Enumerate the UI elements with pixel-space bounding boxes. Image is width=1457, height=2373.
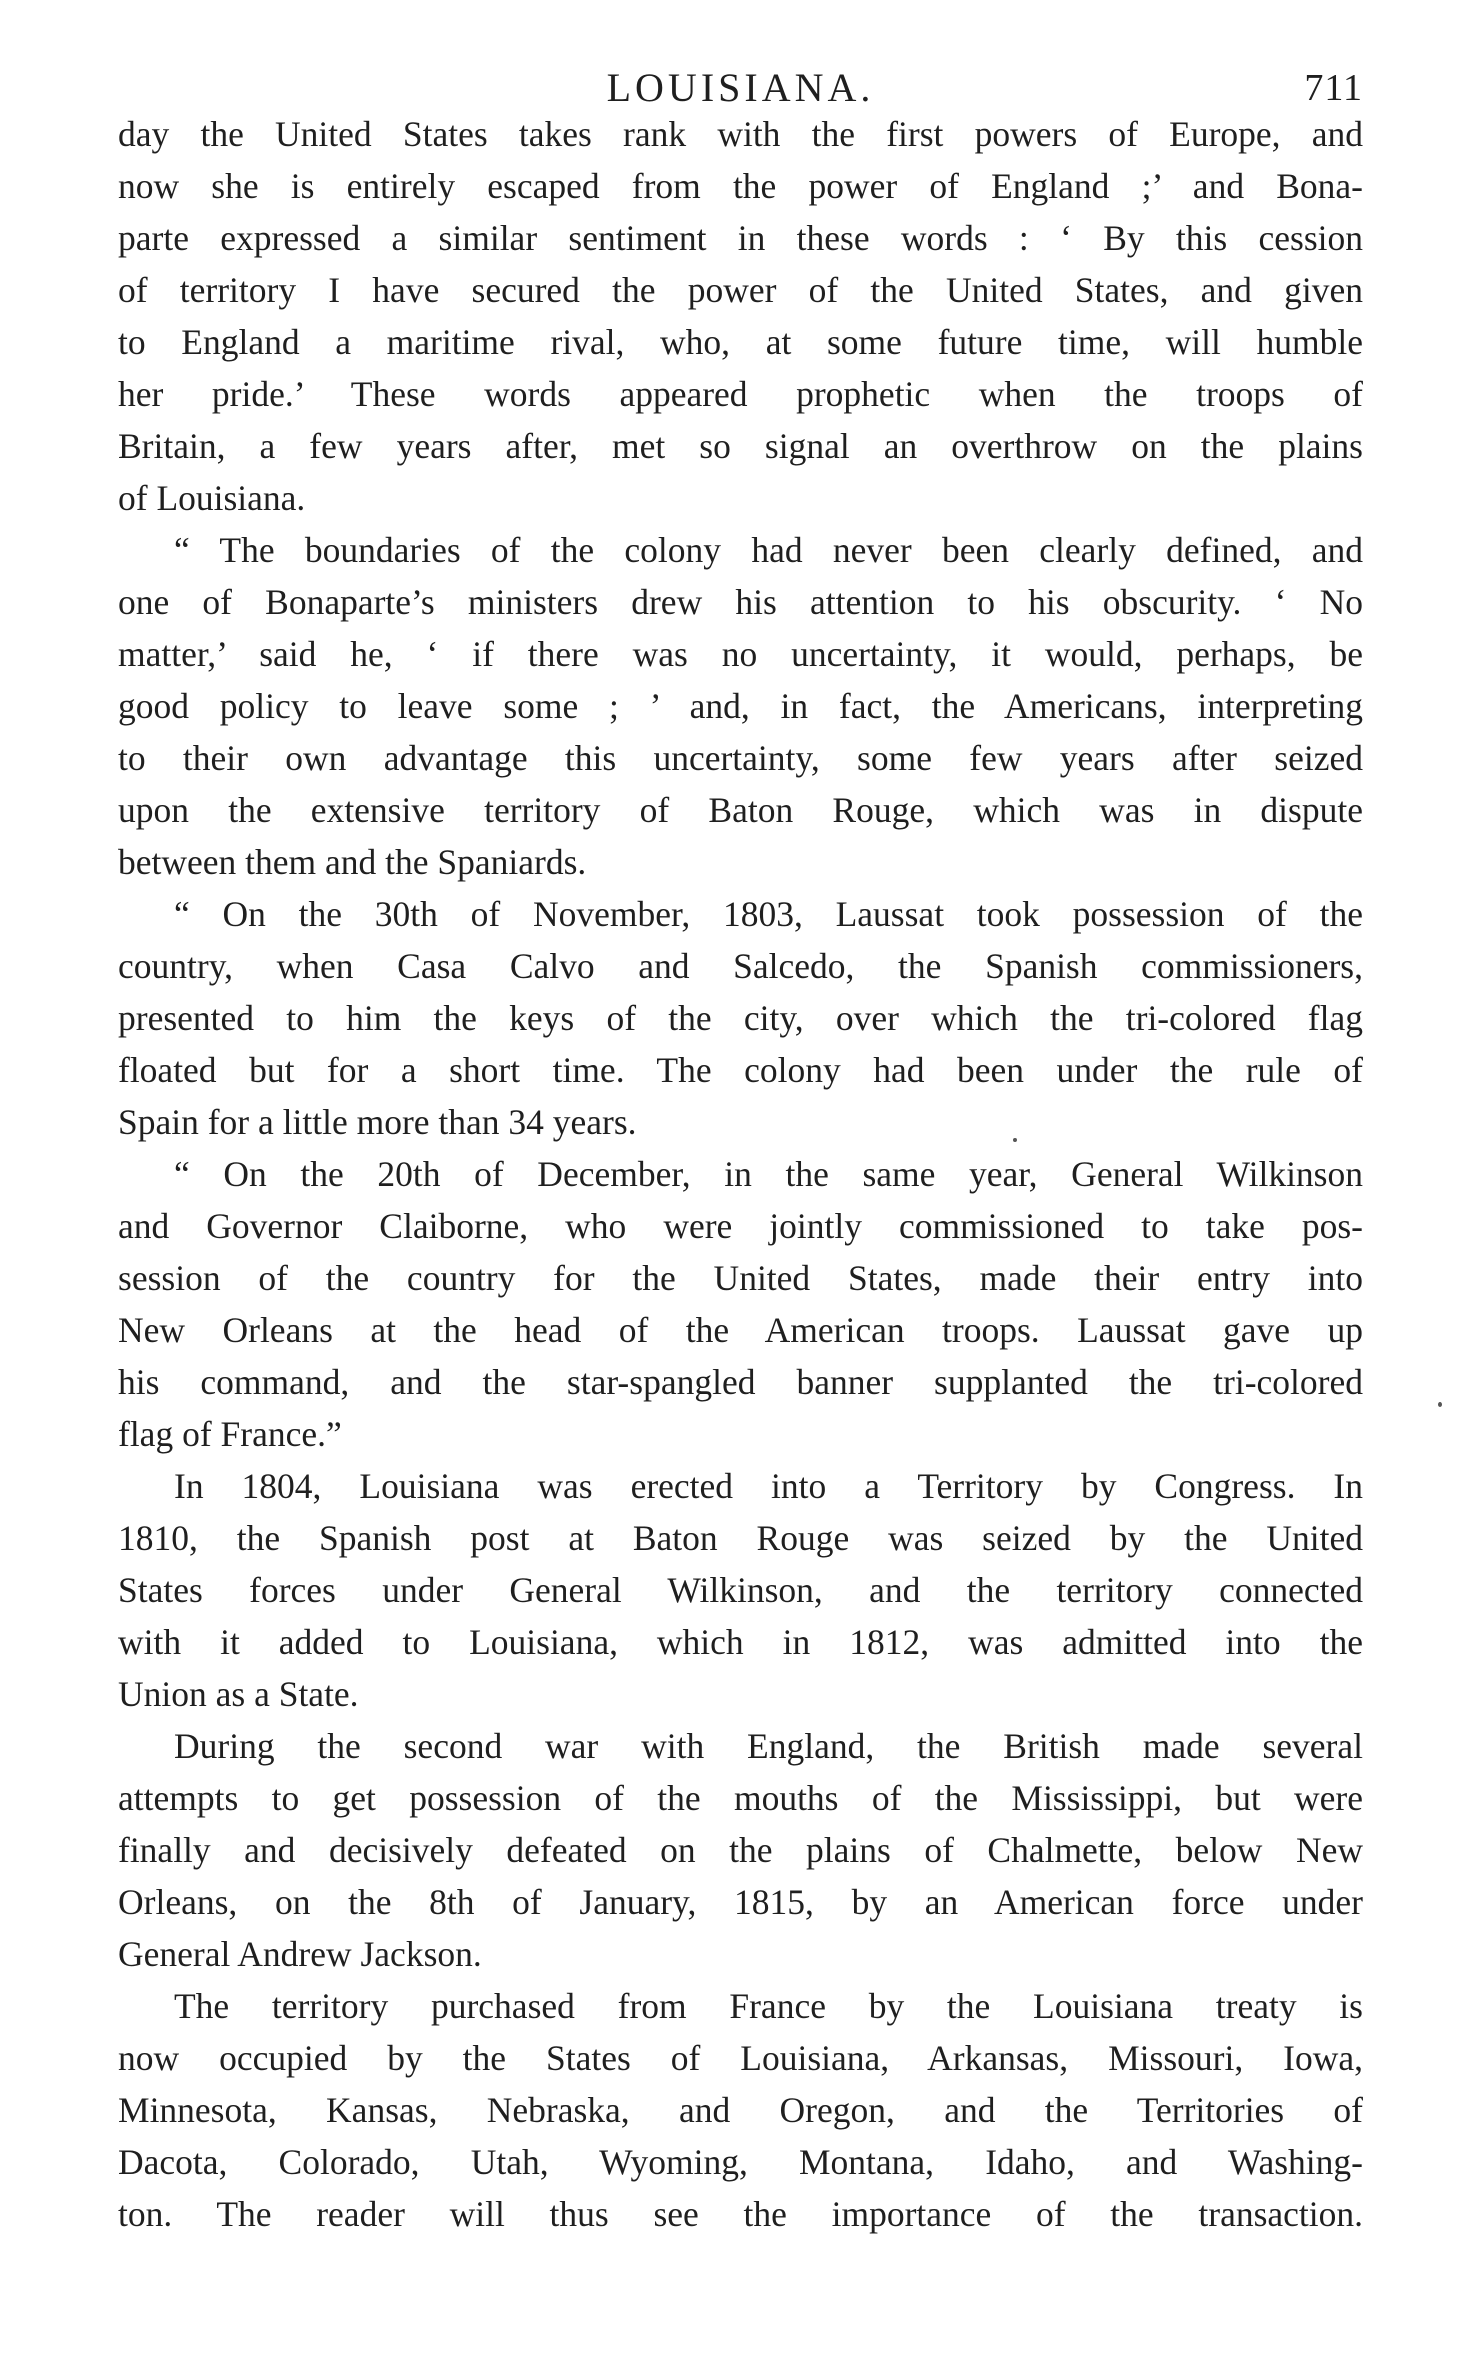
text-line: Orleans, on the 8th of January, 1815, by an American force under [118, 1882, 1363, 1922]
text-line: parte expressed a similar sentiment in these words : ‘ By this cession [118, 218, 1363, 258]
text-line: day the United States takes rank with the first powers of Europe, and [118, 114, 1363, 154]
text-line: States forces under General Wilkinson, and the territory connected [118, 1570, 1363, 1610]
text-line: During the second war with England, the British made several [174, 1726, 1363, 1766]
text-line: attempts to get possession of the mouths of the Mississippi, but were [118, 1778, 1363, 1818]
text-line: her pride.’ These words appeared prophetic when the troops of [118, 374, 1363, 414]
text-line: with it added to Louisiana, which in 1812, was admitted into the [118, 1622, 1363, 1662]
text-line: good policy to leave some ; ’ and, in fact, the Americans, interpreting [118, 686, 1363, 726]
text-line: Dacota, Colorado, Utah, Wyoming, Montana, Idaho, and Washing- [118, 2142, 1363, 2182]
page-number: 711 [1304, 67, 1363, 109]
text-line: 1810, the Spanish post at Baton Rouge was seized by the United [118, 1518, 1363, 1558]
text-line: Spain for a little more than 34 years. [118, 1102, 637, 1142]
running-title: LOUISIANA. [606, 65, 875, 110]
text-line: one of Bonaparte’s ministers drew his attention to his obscurity. ‘ No [118, 582, 1363, 622]
text-line: of territory I have secured the power of the United States, and given [118, 270, 1363, 310]
body-text [118, 108, 1363, 2240]
text-line: now she is entirely escaped from the power of England ;’ and Bona- [118, 166, 1363, 206]
text-line: to their own advantage this uncertainty, some few years after seized [118, 738, 1363, 778]
text-line: “ On the 30th of November, 1803, Laussat took possession of the [174, 894, 1363, 934]
text-line: to England a maritime rival, who, at some future time, will humble [118, 322, 1363, 362]
text-line: ton. The reader will thus see the importance of the transaction. [118, 2194, 1363, 2234]
text-line: floated but for a short time. The colony had been under the rule of [118, 1050, 1363, 1090]
text-line: Britain, a few years after, met so signal an overthrow on the plains [118, 426, 1363, 466]
text-line: between them and the Spaniards. [118, 842, 587, 882]
text-line: The territory purchased from France by the Louisiana treaty is [174, 1986, 1363, 2026]
text-line: now occupied by the States of Louisiana, Arkansas, Missouri, Iowa, [118, 2038, 1363, 2078]
ink-speck [1013, 1138, 1017, 1142]
text-line: New Orleans at the head of the American troops. Laussat gave up [118, 1310, 1363, 1350]
text-line: “ On the 20th of December, in the same year, General Wilkinson [174, 1154, 1363, 1194]
text-line: General Andrew Jackson. [118, 1934, 482, 1974]
text-line: country, when Casa Calvo and Salcedo, the Spanish commissioners, [118, 946, 1363, 986]
text-line: finally and decisively defeated on the plains of Chalmette, below New [118, 1830, 1363, 1870]
text-line: and Governor Claiborne, who were jointly commissioned to take pos- [118, 1206, 1363, 1246]
text-line: Union as a State. [118, 1674, 359, 1714]
text-line: upon the extensive territory of Baton Rouge, which was in dispute [118, 790, 1363, 830]
text-line: In 1804, Louisiana was erected into a Territory by Congress. In [174, 1466, 1363, 1506]
text-line: his command, and the star-spangled banner supplanted the tri-colored [118, 1362, 1363, 1402]
text-line: of Louisiana. [118, 478, 306, 518]
text-line: matter,’ said he, ‘ if there was no uncertainty, it would, perhaps, be [118, 634, 1363, 674]
text-line: flag of France.” [118, 1414, 342, 1454]
text-line: Minnesota, Kansas, Nebraska, and Oregon, and the Territories of [118, 2090, 1363, 2130]
text-line: presented to him the keys of the city, over which the tri-colored flag [118, 998, 1363, 1038]
ink-speck [1438, 1402, 1442, 1407]
text-line: session of the country for the United States, made their entry into [118, 1258, 1363, 1298]
text-line: “ The boundaries of the colony had never been clearly defined, and [174, 530, 1363, 570]
